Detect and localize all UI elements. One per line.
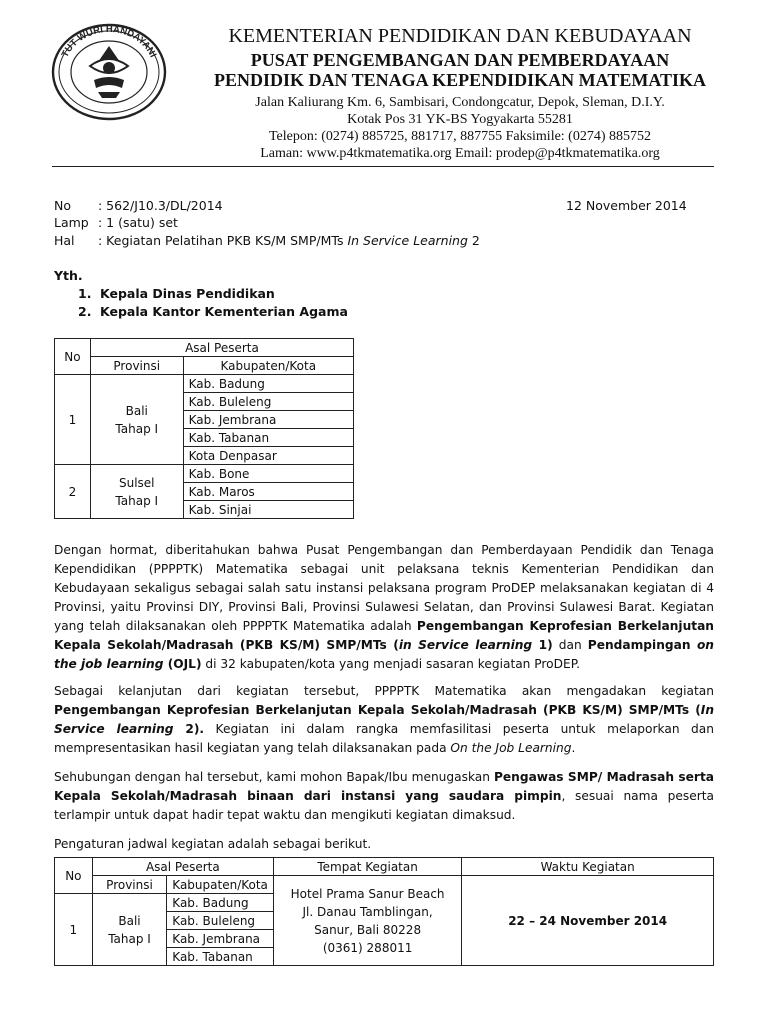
para2-bold-2: 2). xyxy=(173,722,205,736)
subject-label: Hal xyxy=(54,233,75,248)
province-line1: Sulsel xyxy=(118,475,155,490)
table2-tempat-cell xyxy=(273,876,461,966)
web-email-line: Laman: www.p4tkmatematika.org Email: prodep@p4tkmatematika.org xyxy=(260,146,660,161)
paragraph-request xyxy=(54,768,714,825)
table1-row-no: 1 xyxy=(55,375,91,465)
addressee-yth: Yth. xyxy=(54,268,83,283)
letter-date: 12 November 2014 xyxy=(566,198,687,213)
table1-row-no: 2 xyxy=(55,465,91,519)
letterhead xyxy=(0,0,768,165)
table1-header-no: No xyxy=(55,339,91,375)
addressee-item-label: Kepala Dinas Pendidikan xyxy=(100,286,275,301)
table2-kabupaten-cell: Kab. Buleleng xyxy=(167,912,274,930)
subject-suffix: 2 xyxy=(467,233,480,248)
subject-italic: In Service Learning xyxy=(347,233,468,248)
para2-bold-1: Pengembangan Keprofesian Berkelanjutan Kepala Sekolah/Madrasah (PKB KS/M) SMP/MTs ( xyxy=(54,703,701,717)
table2-header-waktu: Waktu Kegiatan xyxy=(462,858,714,876)
table1-kabupaten-cell: Kab. Tabanan xyxy=(183,429,353,447)
center-name-line2: PENDIDIK DAN TENAGA KEPENDIDIKAN MATEMATIKA xyxy=(213,70,707,90)
para1-text-3: di 32 kabupaten/kota yang menjadi sasaran kegiatan ProDEP. xyxy=(201,657,581,671)
table1-kabupaten-cell: Kab. Buleleng xyxy=(183,393,353,411)
svg-text:TUT WURI HANDAYANI: TUT WURI HANDAYANI xyxy=(59,23,159,60)
schedule-table xyxy=(54,857,714,966)
tempat-line: Jl. Danau Tamblingan, xyxy=(302,904,433,919)
letter-subject xyxy=(54,233,480,248)
table2-kabupaten-cell: Kab. Badung xyxy=(167,894,274,912)
paragraph-continuation xyxy=(54,682,714,758)
table2-waktu-cell: 22 – 24 November 2014 xyxy=(462,876,714,966)
attachment-value: : 1 (satu) set xyxy=(98,215,178,230)
table1-header-asal: Asal Peserta xyxy=(90,339,353,357)
participant-table xyxy=(54,338,354,519)
para1-bold-italic-2: on the job learning xyxy=(54,638,714,671)
para1-bold-2: 1) xyxy=(532,638,553,652)
para2-bold-italic-1: In Service learning xyxy=(54,703,714,736)
letterhead-rule xyxy=(52,166,714,167)
table1-header-kabupaten: Kabupaten/Kota xyxy=(183,357,353,375)
number-value: : 562/J10.3/DL/2014 xyxy=(98,198,223,213)
paragraph-intro xyxy=(54,541,714,674)
addressee-number: 2. xyxy=(78,304,92,319)
tempat-line: (0361) 288011 xyxy=(322,940,413,955)
table1-kabupaten-cell: Kab. Bone xyxy=(183,465,353,483)
para1-bold-3: Pendampingan xyxy=(587,638,697,652)
table1-province xyxy=(90,465,183,519)
province-line2: Tahap I xyxy=(108,931,151,946)
schedule-intro: Pengaturan jadwal kegiatan adalah sebagai berikut. xyxy=(54,837,372,851)
subject-prefix: : Kegiatan Pelatihan PKB KS/M SMP/MTs xyxy=(98,233,348,248)
para2-text-3: . xyxy=(571,741,576,755)
para2-text-1: Sebagai kelanjutan dari kegiatan tersebut, PPPPTK Matematika akan mengadakan kegiatan xyxy=(54,684,714,698)
number-label: No xyxy=(54,198,71,213)
para2-text-2: Kegiatan ini dalam rangka memfasilitasi peserta untuk melaporkan dan mempresentasikan hasil kegiatan yang telah dilaksanakan pada xyxy=(54,722,714,755)
phone-line: Telepon: (0274) 885725, 881717, 887755 Faksimile: (0274) 885752 xyxy=(268,129,652,144)
province-line1: Bali xyxy=(125,403,148,418)
addressee-item-label: Kepala Kantor Kementerian Agama xyxy=(100,304,348,319)
center-name-line1: PUSAT PENGEMBANGAN DAN PEMBERDAYAAN xyxy=(250,50,670,70)
addressee-number: 1. xyxy=(78,286,92,301)
ministry-name: KEMENTERIAN PENDIDIKAN DAN KEBUDAYAAN xyxy=(228,25,692,47)
para3-text-1: Sehubungan dengan hal tersebut, kami mohon Bapak/Ibu menugaskan xyxy=(54,770,494,784)
table1-kabupaten-cell: Kab. Badung xyxy=(183,375,353,393)
para3-text-2: , sesuai nama peserta terlampir untuk dapat hadir tepat waktu dan mengikuti kegiatan dimaksud. xyxy=(54,789,714,822)
table1-kabupaten-cell: Kota Denpasar xyxy=(183,447,353,465)
para1-text-2: dan xyxy=(552,638,588,652)
table2-kabupaten-cell: Kab. Tabanan xyxy=(167,948,274,966)
tempat-line: Sanur, Bali 80228 xyxy=(314,922,422,937)
table2-header-provinsi: Provinsi xyxy=(92,876,167,894)
table2-kabupaten-cell: Kab. Jembrana xyxy=(167,930,274,948)
addressee-item-2 xyxy=(78,304,348,319)
table2-row-no: 1 xyxy=(55,894,93,966)
para3-bold-1: Pengawas SMP/ Madrasah serta Kepala Sekolah/Madrasah binaan dari instansi yang saudara pimpin xyxy=(54,770,714,803)
para1-bold-4: (OJL) xyxy=(163,657,202,671)
tut-wuri-handayani-logo xyxy=(50,22,168,122)
province-line2: Tahap I xyxy=(115,493,159,508)
table2-header-asal: Asal Peserta xyxy=(92,858,273,876)
table1-header-provinsi: Provinsi xyxy=(90,357,183,375)
table1-kabupaten-cell: Kab. Sinjai xyxy=(183,501,353,519)
letter-attachment xyxy=(54,215,178,230)
table2-header-no: No xyxy=(55,858,93,894)
para1-bold-italic-1: in Service learning xyxy=(398,638,533,652)
addressee-item-1 xyxy=(78,286,275,301)
address-line2: Kotak Pos 31 YK-BS Yogyakarta 55281 xyxy=(347,112,573,127)
table2-header-kabupaten: Kabupaten/Kota xyxy=(167,876,274,894)
para1-bold-1: Pengembangan Keprofesian Berkelanjutan Kepala Sekolah/Madrasah (PKB KS/M) SMP/MTs ( xyxy=(54,619,714,652)
province-line2: Tahap I xyxy=(115,421,159,436)
table2-header-tempat: Tempat Kegiatan xyxy=(273,858,461,876)
letter-number xyxy=(54,198,223,213)
address-line1: Jalan Kaliurang Km. 6, Sambisari, Condongcatur, Depok, Sleman, D.I.Y. xyxy=(255,95,665,110)
table1-province xyxy=(90,375,183,465)
province-line1: Bali xyxy=(118,913,141,928)
attachment-label: Lamp xyxy=(54,215,89,230)
table1-kabupaten-cell: Kab. Jembrana xyxy=(183,411,353,429)
para2-italic-1: On the Job Learning xyxy=(450,741,572,755)
tempat-line: Hotel Prama Sanur Beach xyxy=(290,886,445,901)
table2-province xyxy=(92,894,167,966)
table1-kabupaten-cell: Kab. Maros xyxy=(183,483,353,501)
para1-text-1: Dengan hormat, diberitahukan bahwa Pusat Pengembangan dan Pemberdayaan Pendidik dan Tenaga Kependidikan (PPPPTK) Matematika sebagai unit pelaksana teknis Kementerian Pendidikan dan Kebudayaan sekaligus sebagai salah satu instansi pelaksana program ProDEP melaksanakan kegiatan di 4 Provinsi, yaitu Provinsi DIY, Provinsi Bali, Provinsi Sulawesi Selatan, dan Provinsi Sulawesi Barat. Kegiatan yang telah dilaksanakan oleh PPPPTK Matematika adalah xyxy=(54,543,714,633)
